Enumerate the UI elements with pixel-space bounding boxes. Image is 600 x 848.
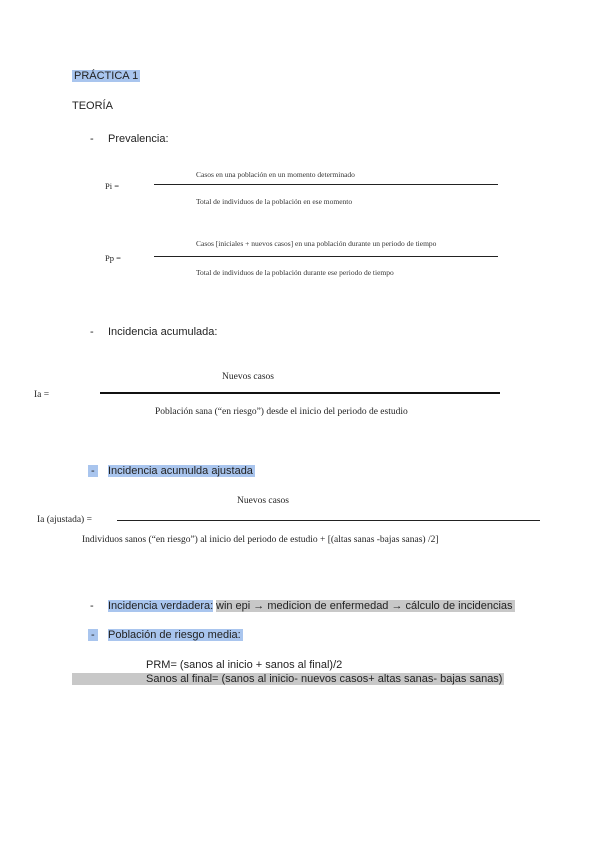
section-heading: TEORÍA <box>72 100 113 112</box>
bullet-dash: - <box>90 326 94 338</box>
pi-fraction-line <box>154 184 498 185</box>
ia-ajustada-numerator: Nuevos casos <box>237 496 289 506</box>
ia-fraction-line <box>100 392 500 394</box>
ia-lhs: Ia = <box>34 390 50 400</box>
ia-numerator: Nuevos casos <box>222 372 274 382</box>
pi-denominator: Total de individuos de la población en ese momento <box>196 197 353 206</box>
page-title: PRÁCTICA 1 <box>74 70 139 82</box>
ia-ajustada-fraction-line <box>117 520 540 521</box>
ia-ajustada-lhs: Ia (ajustada) = <box>37 515 92 525</box>
bullet-dash: - <box>88 465 98 477</box>
bullet-dash: - <box>88 629 98 641</box>
pp-lhs: Pp = <box>105 253 121 263</box>
bullet-dash: - <box>90 600 94 612</box>
pp-fraction-line <box>154 256 498 257</box>
incidencia-verdadera-label: Incidencia verdadera: <box>108 600 214 612</box>
incidencia-acumulada-label: Incidencia acumulada: <box>108 326 218 338</box>
bullet-dash: - <box>90 133 94 145</box>
pi-numerator: Casos en una población en un momento determinado <box>196 170 355 179</box>
pi-lhs: Pi = <box>105 181 120 191</box>
prevalencia-label: Prevalencia: <box>108 133 169 145</box>
pp-numerator: Casos [iniciales + nuevos casos] en una población durante un periodo de tiempo <box>196 239 437 248</box>
incidencia-ajustada-label: Incidencia acumulda ajustada <box>108 465 253 477</box>
sanos-final-formula: Sanos al final= (sanos al inicio- nuevos casos+ altas sanas- bajas sanas) <box>146 673 503 685</box>
incidencia-verdadera-text: win epi → medicion de enfermedad → cálculo de incidencias <box>216 600 513 612</box>
ia-ajustada-denominator: Individuos sanos (“en riesgo”) al inicio del periodo de estudio + [(altas sanas -bajas sanas) /2] <box>82 535 439 545</box>
pp-denominator: Total de individuos de la población durante ese periodo de tiempo <box>196 268 394 277</box>
prm-formula: PRM= (sanos al inicio + sanos al final)/2 <box>146 659 343 671</box>
poblacion-riesgo-label: Población de riesgo media: <box>108 629 241 641</box>
ia-denominator: Población sana (“en riesgo”) desde el inicio del periodo de estudio <box>155 407 408 417</box>
